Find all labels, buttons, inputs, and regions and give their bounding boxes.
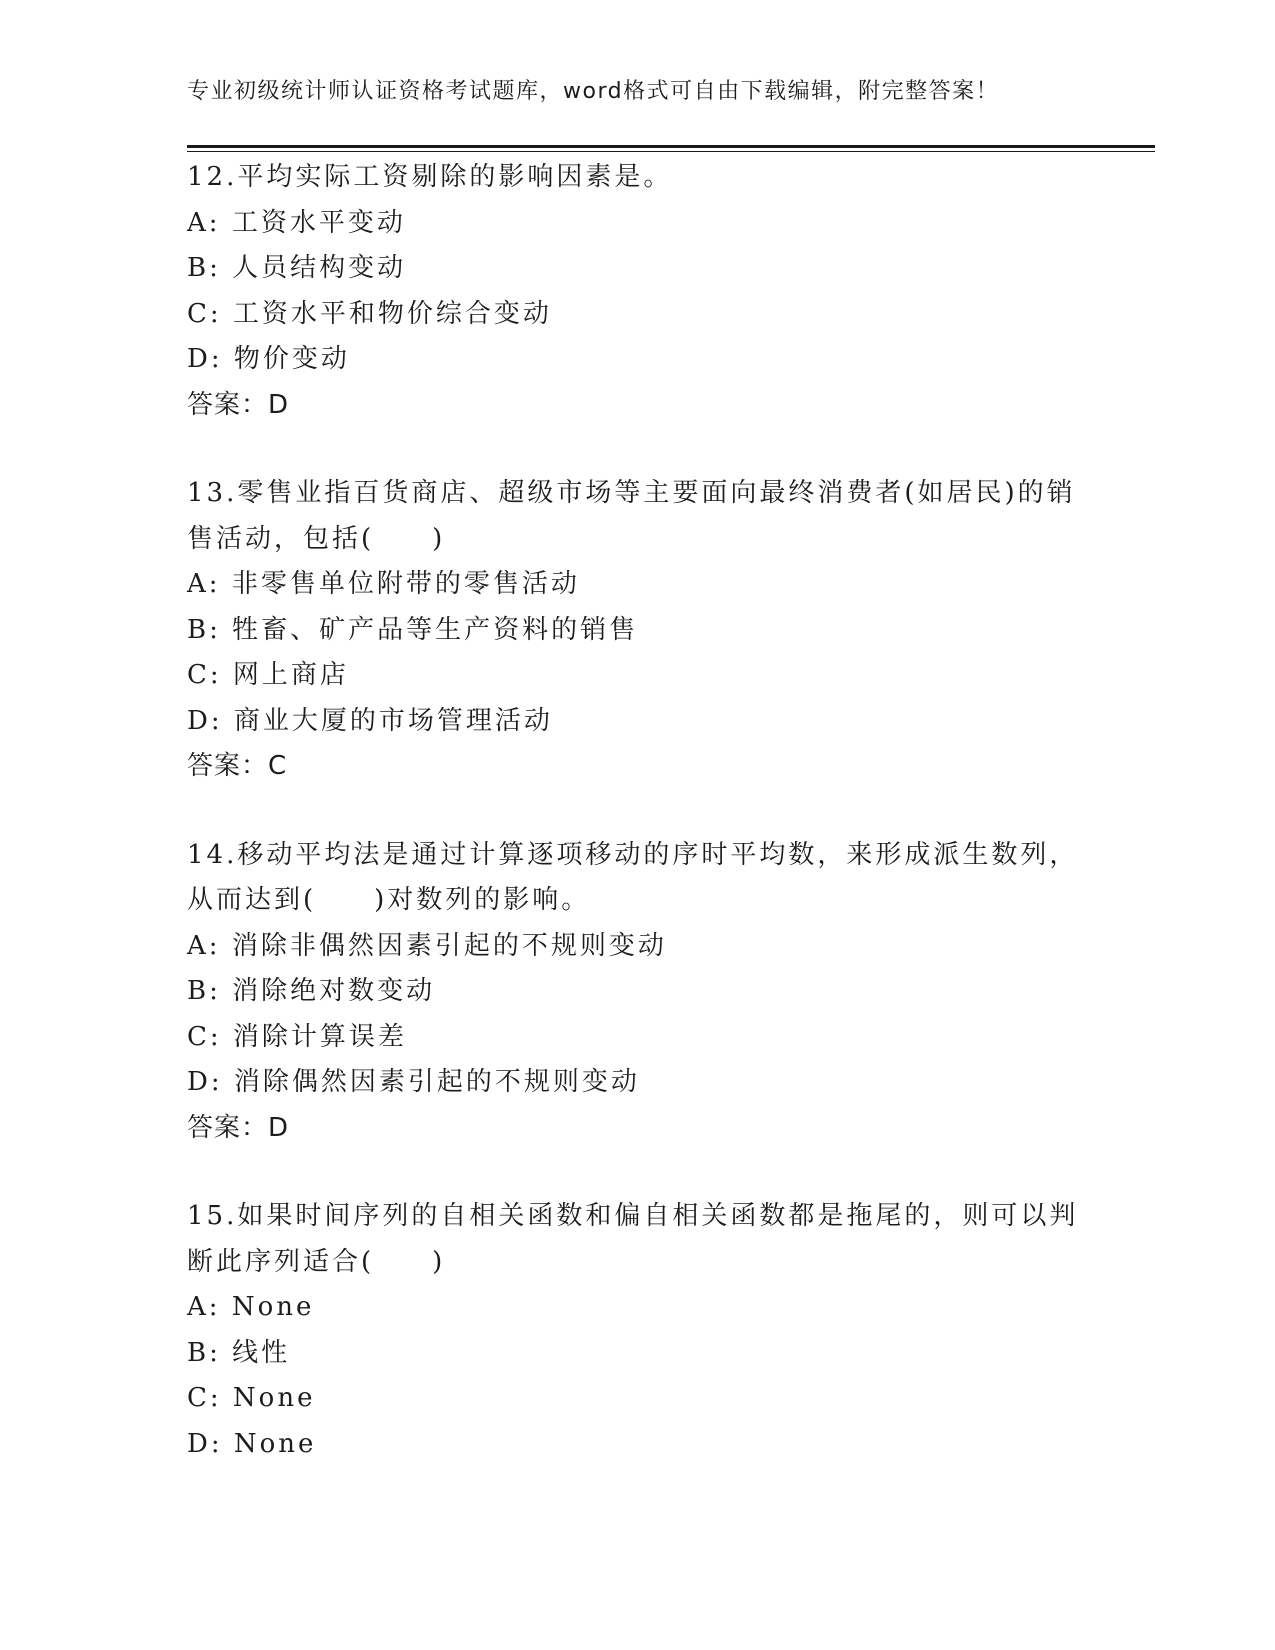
header-divider-thick	[187, 145, 1155, 148]
option-text: 消除绝对数变动	[232, 976, 436, 1006]
option-d	[187, 699, 1087, 745]
option-d	[187, 337, 1087, 383]
option-d	[187, 1422, 1087, 1468]
option-c	[187, 1015, 1087, 1061]
question-stem-continued: 断此序列适合( )	[187, 1246, 446, 1277]
option-text: 商业大厦的市场管理活动	[233, 705, 553, 736]
option-text: 物价变动	[233, 344, 350, 374]
question-stem: 12.平均实际工资剔除的影响因素是。	[187, 162, 673, 192]
question-14	[187, 833, 1087, 1152]
option-label: C:	[187, 298, 222, 329]
question-15	[187, 1194, 1087, 1467]
question-list	[187, 155, 1087, 1510]
question-12	[187, 155, 1087, 428]
option-a	[187, 201, 1087, 247]
option-text: None	[232, 1383, 316, 1413]
option-label: A:	[187, 930, 221, 961]
option-label: C:	[187, 1383, 222, 1413]
option-label: B:	[187, 253, 221, 283]
page-header: 专业初级统计师认证资格考试题库，word格式可自由下载编辑，附完整答案！	[187, 79, 1000, 104]
option-b	[187, 969, 1087, 1015]
option-label: D:	[187, 705, 223, 736]
question-stem: 14.移动平均法是通过计算逐项移动的序时平均数，来形成派生数列，	[187, 839, 1079, 870]
option-a	[187, 562, 1087, 608]
option-text: 消除计算误差	[232, 1021, 407, 1052]
answer-line: 答案：D	[187, 389, 290, 420]
option-b	[187, 608, 1087, 654]
question-stem-continued: 售活动，包括( )	[187, 523, 446, 554]
option-label: B:	[187, 976, 221, 1006]
option-label: A:	[187, 569, 221, 599]
option-text: 线性	[232, 1337, 291, 1368]
option-text: 工资水平和物价综合变动	[232, 298, 552, 329]
option-text: None	[231, 1292, 315, 1322]
option-label: C:	[187, 660, 222, 690]
option-c	[187, 653, 1087, 699]
option-a	[187, 1285, 1087, 1331]
option-label: D:	[187, 1428, 223, 1459]
header-divider-thin	[187, 151, 1155, 152]
option-b	[187, 1331, 1087, 1377]
option-b	[187, 246, 1087, 292]
answer-line: 答案：C	[187, 751, 288, 781]
option-label: C:	[187, 1021, 222, 1052]
option-text: 人员结构变动	[232, 253, 407, 283]
question-stem: 15.如果时间序列的自相关函数和偏自相关函数都是拖尾的，则可以判	[187, 1201, 1079, 1231]
question-stem: 13.零售业指百货商店、超级市场等主要面向最终消费者(如居民)的销	[187, 478, 1076, 508]
option-label: A:	[187, 207, 221, 238]
option-label: B:	[187, 1337, 221, 1368]
option-text: 工资水平变动	[231, 207, 406, 238]
option-c	[187, 292, 1087, 338]
question-13	[187, 471, 1087, 790]
option-d	[187, 1060, 1087, 1106]
question-stem-continued: 从而达到( )对数列的影响。	[187, 885, 591, 915]
option-text: 牲畜、矿产品等生产资料的销售	[232, 614, 639, 645]
option-a	[187, 924, 1087, 970]
option-label: B:	[187, 614, 221, 645]
option-c	[187, 1376, 1087, 1422]
answer-line: 答案：D	[187, 1112, 290, 1143]
option-text: 消除非偶然因素引起的不规则变动	[231, 930, 667, 961]
option-label: D:	[187, 1067, 223, 1097]
option-text: None	[233, 1428, 317, 1459]
option-label: A:	[187, 1292, 221, 1322]
option-text: 消除偶然因素引起的不规则变动	[233, 1067, 640, 1097]
option-text: 非零售单位附带的零售活动	[231, 569, 580, 599]
option-label: D:	[187, 344, 223, 374]
option-text: 网上商店	[232, 660, 349, 690]
